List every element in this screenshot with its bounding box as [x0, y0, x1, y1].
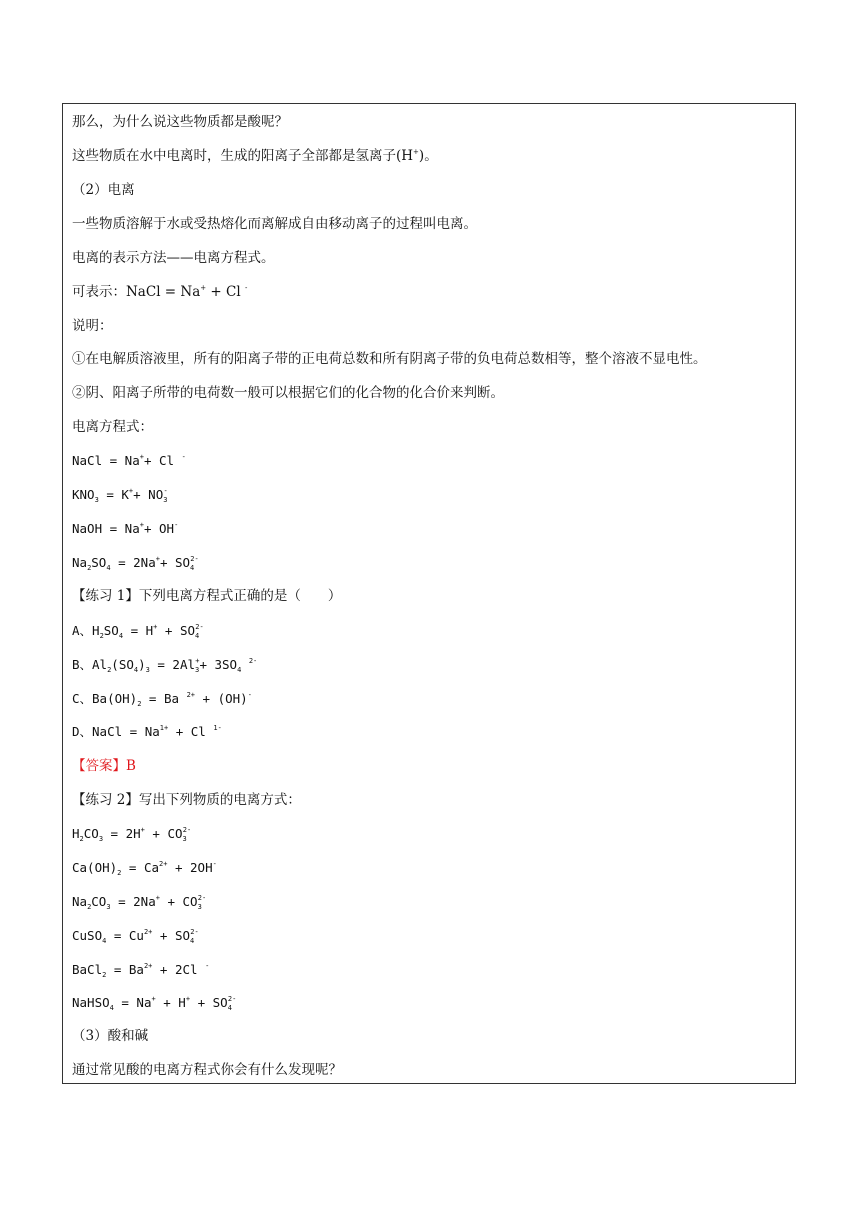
exercise-title: 【练习 2】写出下列物质的电离方式：: [72, 792, 301, 808]
option-c: C、$Ba(OH)_2 = Ba$ $^{2+}$ + (OH)-: [72, 691, 252, 708]
equation: $KNO_3 = K^++ NO_3^-$: [72, 487, 168, 504]
answer: 【答案】B: [72, 758, 136, 774]
text-line: ①在电解质溶液里，所有的阳离子带的正电荷总数和所有阴离子带的负电荷总数相等，整个溶液不显电性。: [72, 351, 707, 367]
option-a: A、$H_2SO_4 = H^+ + SO_4^{2-}$: [72, 623, 204, 640]
text-line: 一些物质溶解于水或受热熔化而离解成自由移动离子的过程叫电离。: [72, 216, 477, 232]
text-line: ②阴、阳离子所带的电荷数一般可以根据它们的化合物的化合价来判断。: [72, 385, 504, 401]
text-line: 那么，为什么说这些物质都是酸呢？: [72, 114, 288, 130]
equation: $Na_2CO_3 = 2Na^+ + CO_3^{2-}$: [72, 894, 207, 911]
text-line: 说明：: [72, 318, 113, 334]
section-heading: （2）电离: [72, 182, 135, 198]
text-line: 通过常见酸的电离方程式你会有什么发现呢？: [72, 1062, 342, 1078]
equation: $H_2CO_3 = 2H^+ + CO_3^{2-}$: [72, 826, 192, 843]
equation: BaCl$_2$ = $Ba^{2+} + 2Cl$ -: [72, 962, 210, 979]
section-heading: （3）酸和碱: [72, 1028, 149, 1044]
text-line: 电离方程式：: [72, 419, 153, 435]
exercise-title: 【练习 1】下列电离方程式正确的是（ ）: [72, 588, 342, 604]
text-line: 可表示：NaCl = Na+ + Cl -: [72, 284, 248, 300]
equation: NaOH = Na++ OH-: [72, 521, 179, 536]
option-d: D、NaCl = $Na^{1+} + Cl$ $^{1-}$: [72, 724, 222, 739]
equation: NaHSO$_4$ = $Na^+ + H^+ + SO_4^{2-}$: [72, 995, 237, 1012]
equation: NaCl = Na++ Cl -: [72, 453, 186, 468]
equation: $Na_2SO_4 = 2Na^++ SO_4^{2-}$: [72, 555, 199, 572]
text-line: 电离的表示方法——电离方程式。: [72, 250, 275, 266]
equation: CuSO$_4$ = $Cu^{2+} + SO_4^{2-}$: [72, 928, 199, 945]
text-line: 这些物质在水中电离时，生成的阳离子全部都是氢离子(H+)。: [72, 148, 438, 164]
equation: $Ca(OH)_2 = Ca^{2+} + 2OH^-$: [72, 860, 217, 877]
option-b: B、$Al_2(SO_4)_3 = 2Al_3^++ 3SO_4$ $^{2-}$: [72, 657, 258, 674]
